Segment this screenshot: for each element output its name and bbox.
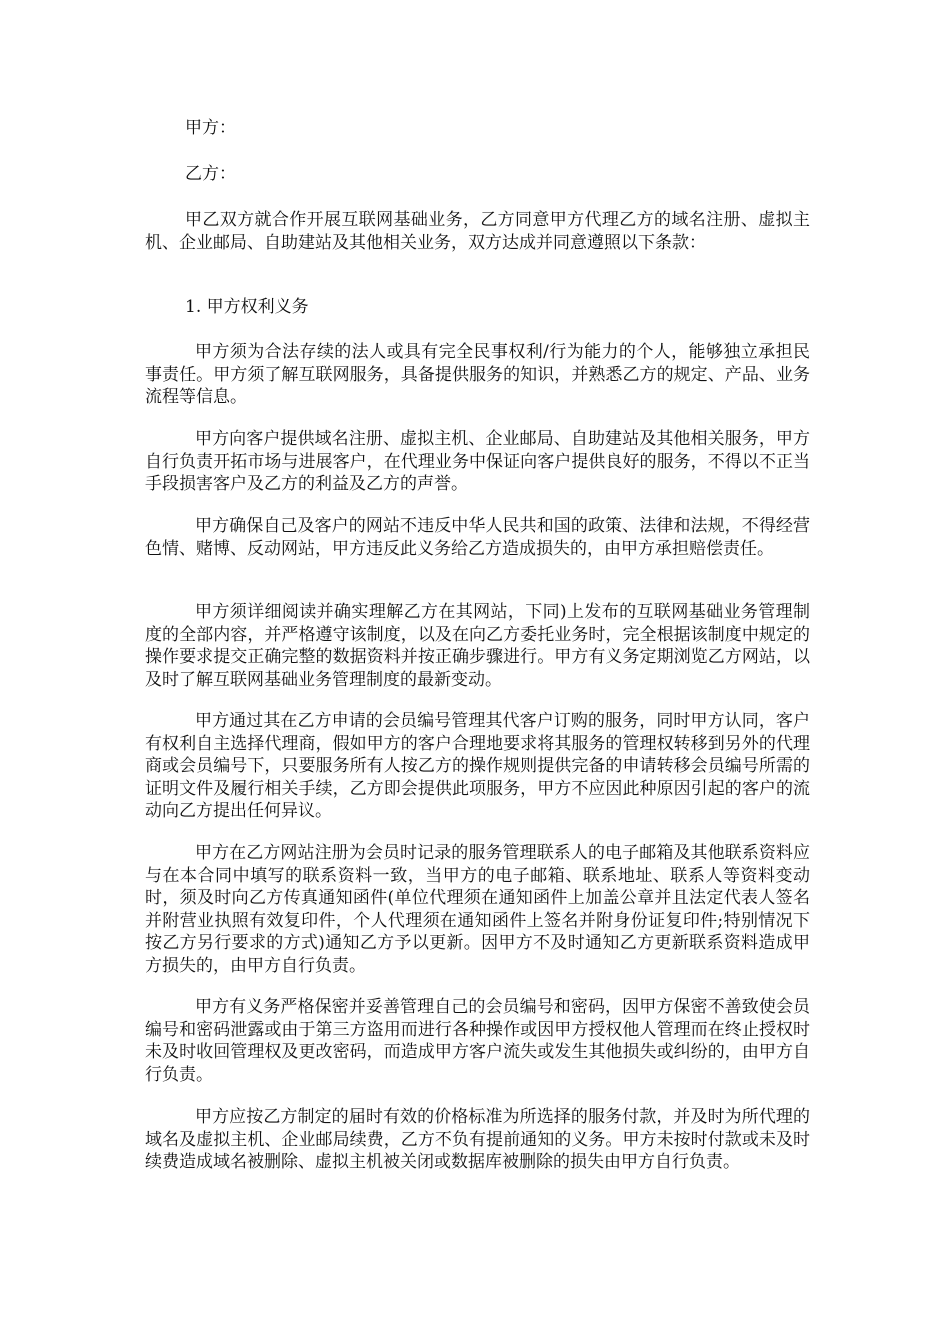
body-paragraph: 甲方须详细阅读并确实理解乙方在其网站，下同)上发布的互联网基础业务管理制度的全部内容，并严格遵守该制度，以及在向乙方委托业务时，完全根据该制度中规定的操作要求提交正确完整的数据资料并按正确步骤进行。甲方有义务定期浏览乙方网站，以及时了解互联网基础业务管理制度的最新变动。 xyxy=(145,602,810,690)
body-paragraph: 甲方有义务严格保密并妥善管理自己的会员编号和密码，因甲方保密不善致使会员编号和密码泄露或由于第三方盗用而进行各种操作或因甲方授权他人管理而在终止授权时未及时收回管理权及更改密码，而造成甲方客户流失或发生其他损失或纠纷的，由甲方自行负责。 xyxy=(145,997,810,1085)
section-heading: 1. 甲方权利义务 xyxy=(185,297,309,317)
body-paragraph: 甲方确保自己及客户的网站不违反中华人民共和国的政策、法律和法规，不得经营色情、赌博、反动网站，甲方违反此义务给乙方造成损失的，由甲方承担赔偿责任。 xyxy=(145,516,810,559)
body-paragraph: 甲方应按乙方制定的届时有效的价格标准为所选择的服务付款，并及时为所代理的域名及虚拟主机、企业邮局续费，乙方不负有提前通知的义务。甲方未按时付款或未及时续费造成域名被删除、虚拟主机被关闭或数据库被删除的损失由甲方自行负责。 xyxy=(145,1107,810,1172)
party-b-label: 乙方： xyxy=(185,164,236,184)
body-paragraph: 甲方通过其在乙方申请的会员编号管理其代客户订购的服务，同时甲方认同，客户有权利自主选择代理商，假如甲方的客户合理地要求将其服务的管理权转移到另外的代理商或会员编号下，只要服务所有人按乙方的操作规则提供完备的申请转移会员编号所需的证明文件及履行相关手续，乙方即会提供此项服务，甲方不应因此种原因引起的客户的流动向乙方提出任何异议。 xyxy=(145,711,810,821)
body-paragraph: 甲方在乙方网站注册为会员时记录的服务管理联系人的电子邮箱及其他联系资料应与在本合同中填写的联系资料一致，当甲方的电子邮箱、联系地址、联系人等资料变动时，须及时向乙方传真通知函件(单位代理须在通知函件上加盖公章并且法定代表人签名并附营业执照有效复印件，个人代理须在通知函件上签名并附身份证复印件;特别情况下按乙方另行要求的方式)通知乙方予以更新。因甲方不及时通知乙方更新联系资料造成甲方损失的，由甲方自行负责。 xyxy=(145,843,810,976)
body-paragraph: 甲方须为合法存续的法人或具有完全民事权利/行为能力的个人，能够独立承担民事责任。甲方须了解互联网服务，具备提供服务的知识，并熟悉乙方的规定、产品、业务流程等信息。 xyxy=(145,342,810,407)
intro-paragraph: 甲乙双方就合作开展互联网基础业务，乙方同意甲方代理乙方的域名注册、虚拟主机、企业邮局、自助建站及其他相关业务，双方达成并同意遵照以下条款： xyxy=(145,210,810,253)
party-a-label: 甲方： xyxy=(185,118,236,138)
body-paragraph: 甲方向客户提供域名注册、虚拟主机、企业邮局、自助建站及其他相关服务，甲方自行负责开拓市场与进展客户，在代理业务中保证向客户提供良好的服务，不得以不正当手段损害客户及乙方的利益及乙方的声誉。 xyxy=(145,429,810,494)
